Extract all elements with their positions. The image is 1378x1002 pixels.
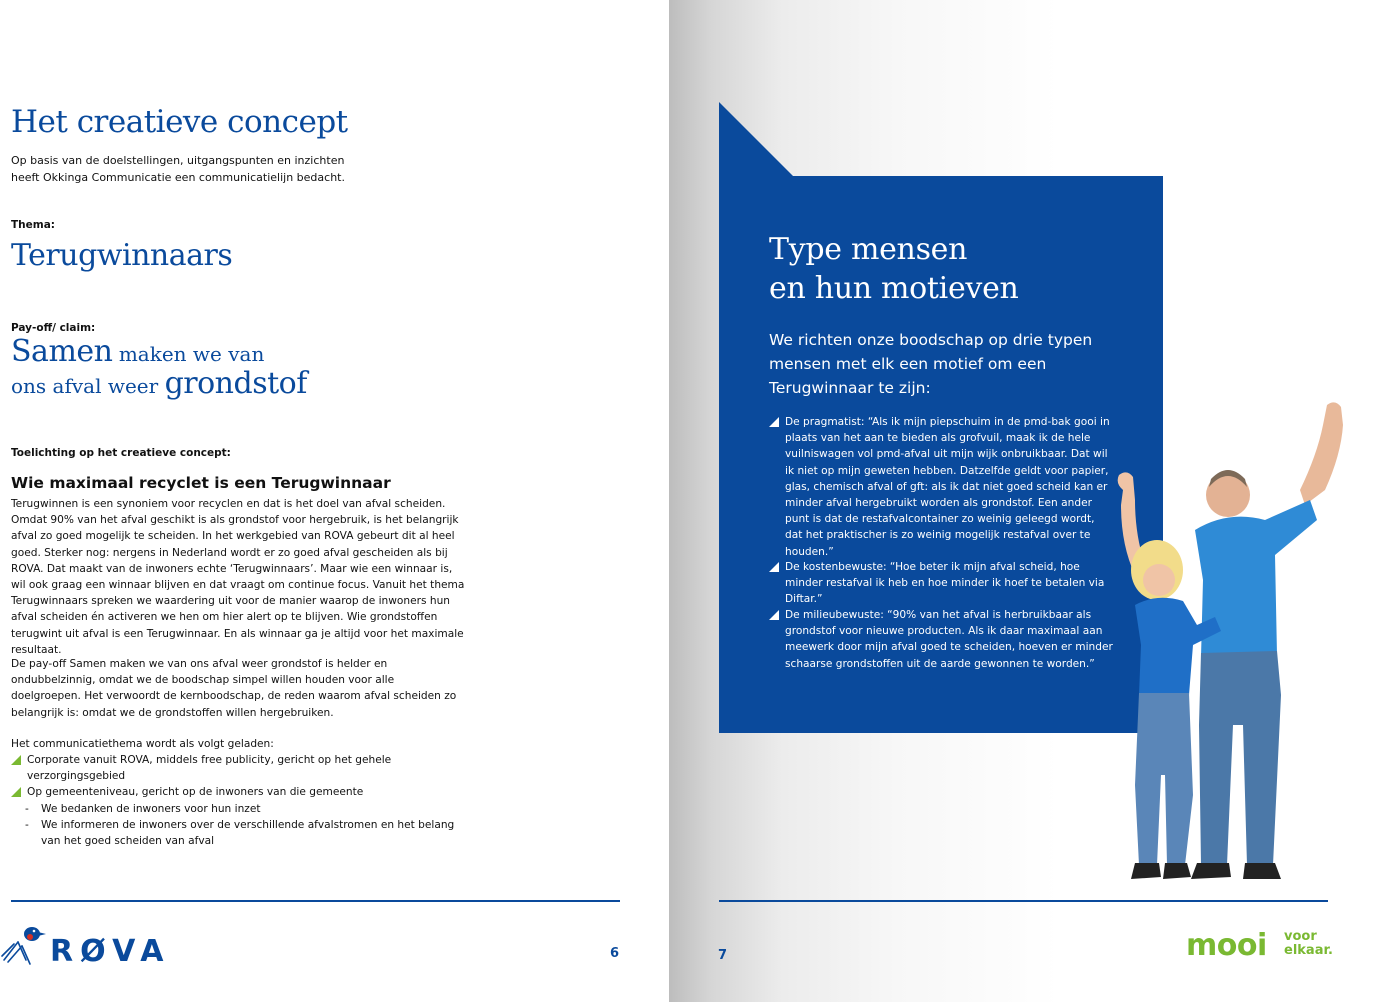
dash-marker: - [25, 802, 29, 815]
page-title: Het creatieve concept [11, 104, 348, 140]
payoff-label: Pay-off/ claim: [11, 322, 96, 334]
paragraph-1: Terugwinnen is een synoniem voor recyclen en dat is het doel van afval scheiden. Omdat 90% van het afval geschikt is als grondstof voor hergebruik, is het belangrijk afval zo goed mogelijk te scheiden. In het werkgebied van ROVA gebeurt dit al heel goed. Sterker nog: nergens in Nederland wordt er zo goed afval gescheiden als bij ROVA. Dat maakt van de inwoners echte ‘Terugwinnaars’. Maar wie een winnaar is, wil ook graag een winnaar blijven en dat vraagt om continue focus. Vanuit het thema Terugwinnaars spreken we waardering uit voor de manier waarop de inwoners hun afval scheiden én activeren we hen om hier alert op te blijven. Wie grondstoffen terugwint uit afval is een Terugwinnaar. En als winnaar ga je altijd voor het maximale resultaat. [11, 498, 465, 656]
rova-logo-text: RØVA [50, 934, 171, 969]
list-item [11, 752, 466, 784]
thema-title: Terugwinnaars [11, 238, 233, 273]
list-item [11, 784, 466, 800]
payoff-part-3: ons afval weer [11, 374, 165, 398]
footer-divider [719, 900, 1328, 902]
panel-corner-triangle [719, 102, 793, 176]
green-triangle-bullet-icon [11, 755, 21, 765]
green-triangle-bullet-icon [11, 787, 21, 797]
payoff-claim [11, 334, 307, 402]
white-triangle-bullet-icon [769, 417, 779, 427]
bullet-list [11, 752, 466, 849]
list-item [11, 801, 466, 817]
dash-text: We informeren de inwoners over de verschillende afvalstromen en het belang van het goed scheiden van afval [41, 818, 455, 848]
panel-title [769, 230, 1019, 308]
dash-text: We bedanken de inwoners voor hun inzet [41, 802, 261, 815]
white-triangle-bullet-icon [769, 562, 779, 572]
thema-label: Thema: [11, 219, 55, 231]
section-subheading: Wie maximaal recyclet is een Terugwinnaar [11, 474, 391, 492]
payoff-part-4: grondstof [164, 366, 307, 401]
bullet-text: Op gemeenteniveau, gericht op de inwoners van die gemeente [27, 786, 364, 799]
motive-pragmatist: De pragmatist: “Als ik mijn piepschuim in de pmd-bak gooi in plaats van het aan te bieden als grofvuil, maak ik de hele vuilniswagen vol pmd-afval uit mijn wijk onbruikbaar. Dat wil ik niet op mijn geweten hebben. Datzelfde geldt voor papier, glas, chemisch afval of gft: als ik dat niet goed scheid kan er minder afval hergebruikt worden als grondstof. Een ander punt is dat de restafvalcontainer zo weinig geleegd wordt, dat het praktischer is zo weinig mogelijk restafval over te houden.” [785, 416, 1110, 558]
motive-milieubewuste: De milieubewuste: “90% van het afval is herbruikbaar als grondstof voor nieuwe producten. Als ik daar maximaal aan meewerk door mijn afval goed te scheiden, hoeven er minder schaarse grondstoffen uit de aarde gewonnen te worden.” [785, 609, 1113, 670]
panel-title-line-2: en hun motieven [769, 271, 1019, 306]
list-item [11, 817, 466, 849]
paragraph-3: Het communicatiethema wordt als volgt geladen: [11, 738, 274, 750]
logo-elkaar: elkaar. [1284, 943, 1333, 958]
logo-voor: voor [1284, 929, 1317, 944]
list-item [769, 559, 1114, 608]
white-triangle-bullet-icon [769, 610, 779, 620]
panel-intro: We richten onze boodschap op drie typen mensen met elk een motief om een Terugwinnaar te zijn: [769, 331, 1093, 397]
bullet-text: Corporate vanuit ROVA, middels free publicity, gericht op het gehele verzorgingsgebied [27, 754, 392, 783]
payoff-part-2: maken we van [112, 342, 265, 366]
logo-mooi-text: mooi [1186, 928, 1267, 963]
panel-title-line-1: Type mensen [769, 232, 968, 267]
page-number-right: 7 [718, 948, 728, 963]
page-number-left: 6 [610, 946, 620, 961]
paragraph-2: De pay-off Samen maken we van ons afval weer grondstof is helder en ondubbelzinnig, omdat we de boodschap simpel willen houden voor alle doelgroepen. Het verwoordt de kernboodschap, de reden waarom afval scheiden zo belangrijk is: omdat we de grondstoffen willen hergebruiken. [11, 658, 457, 719]
intro-text: Op basis van de doelstellingen, uitgangspunten en inzichten heeft Okkinga Communicatie een communicatielijn bedacht. [11, 154, 345, 184]
payoff-part-1: Samen [11, 334, 113, 369]
logo-voor-elkaar-text [1284, 930, 1333, 958]
footer-divider [11, 900, 620, 902]
dash-marker: - [25, 818, 29, 831]
toelichting-label: Toelichting op het creatieve concept: [11, 447, 231, 459]
list-item [769, 414, 1114, 560]
father-and-child-photo [1105, 395, 1365, 900]
motive-kostenbewuste: De kostenbewuste: “Hoe beter ik mijn afval scheid, hoe minder restafval ik heb en hoe minder ik hoef te betalen via Diftar.” [785, 561, 1105, 606]
list-item [769, 607, 1114, 672]
left-page [0, 0, 669, 1002]
